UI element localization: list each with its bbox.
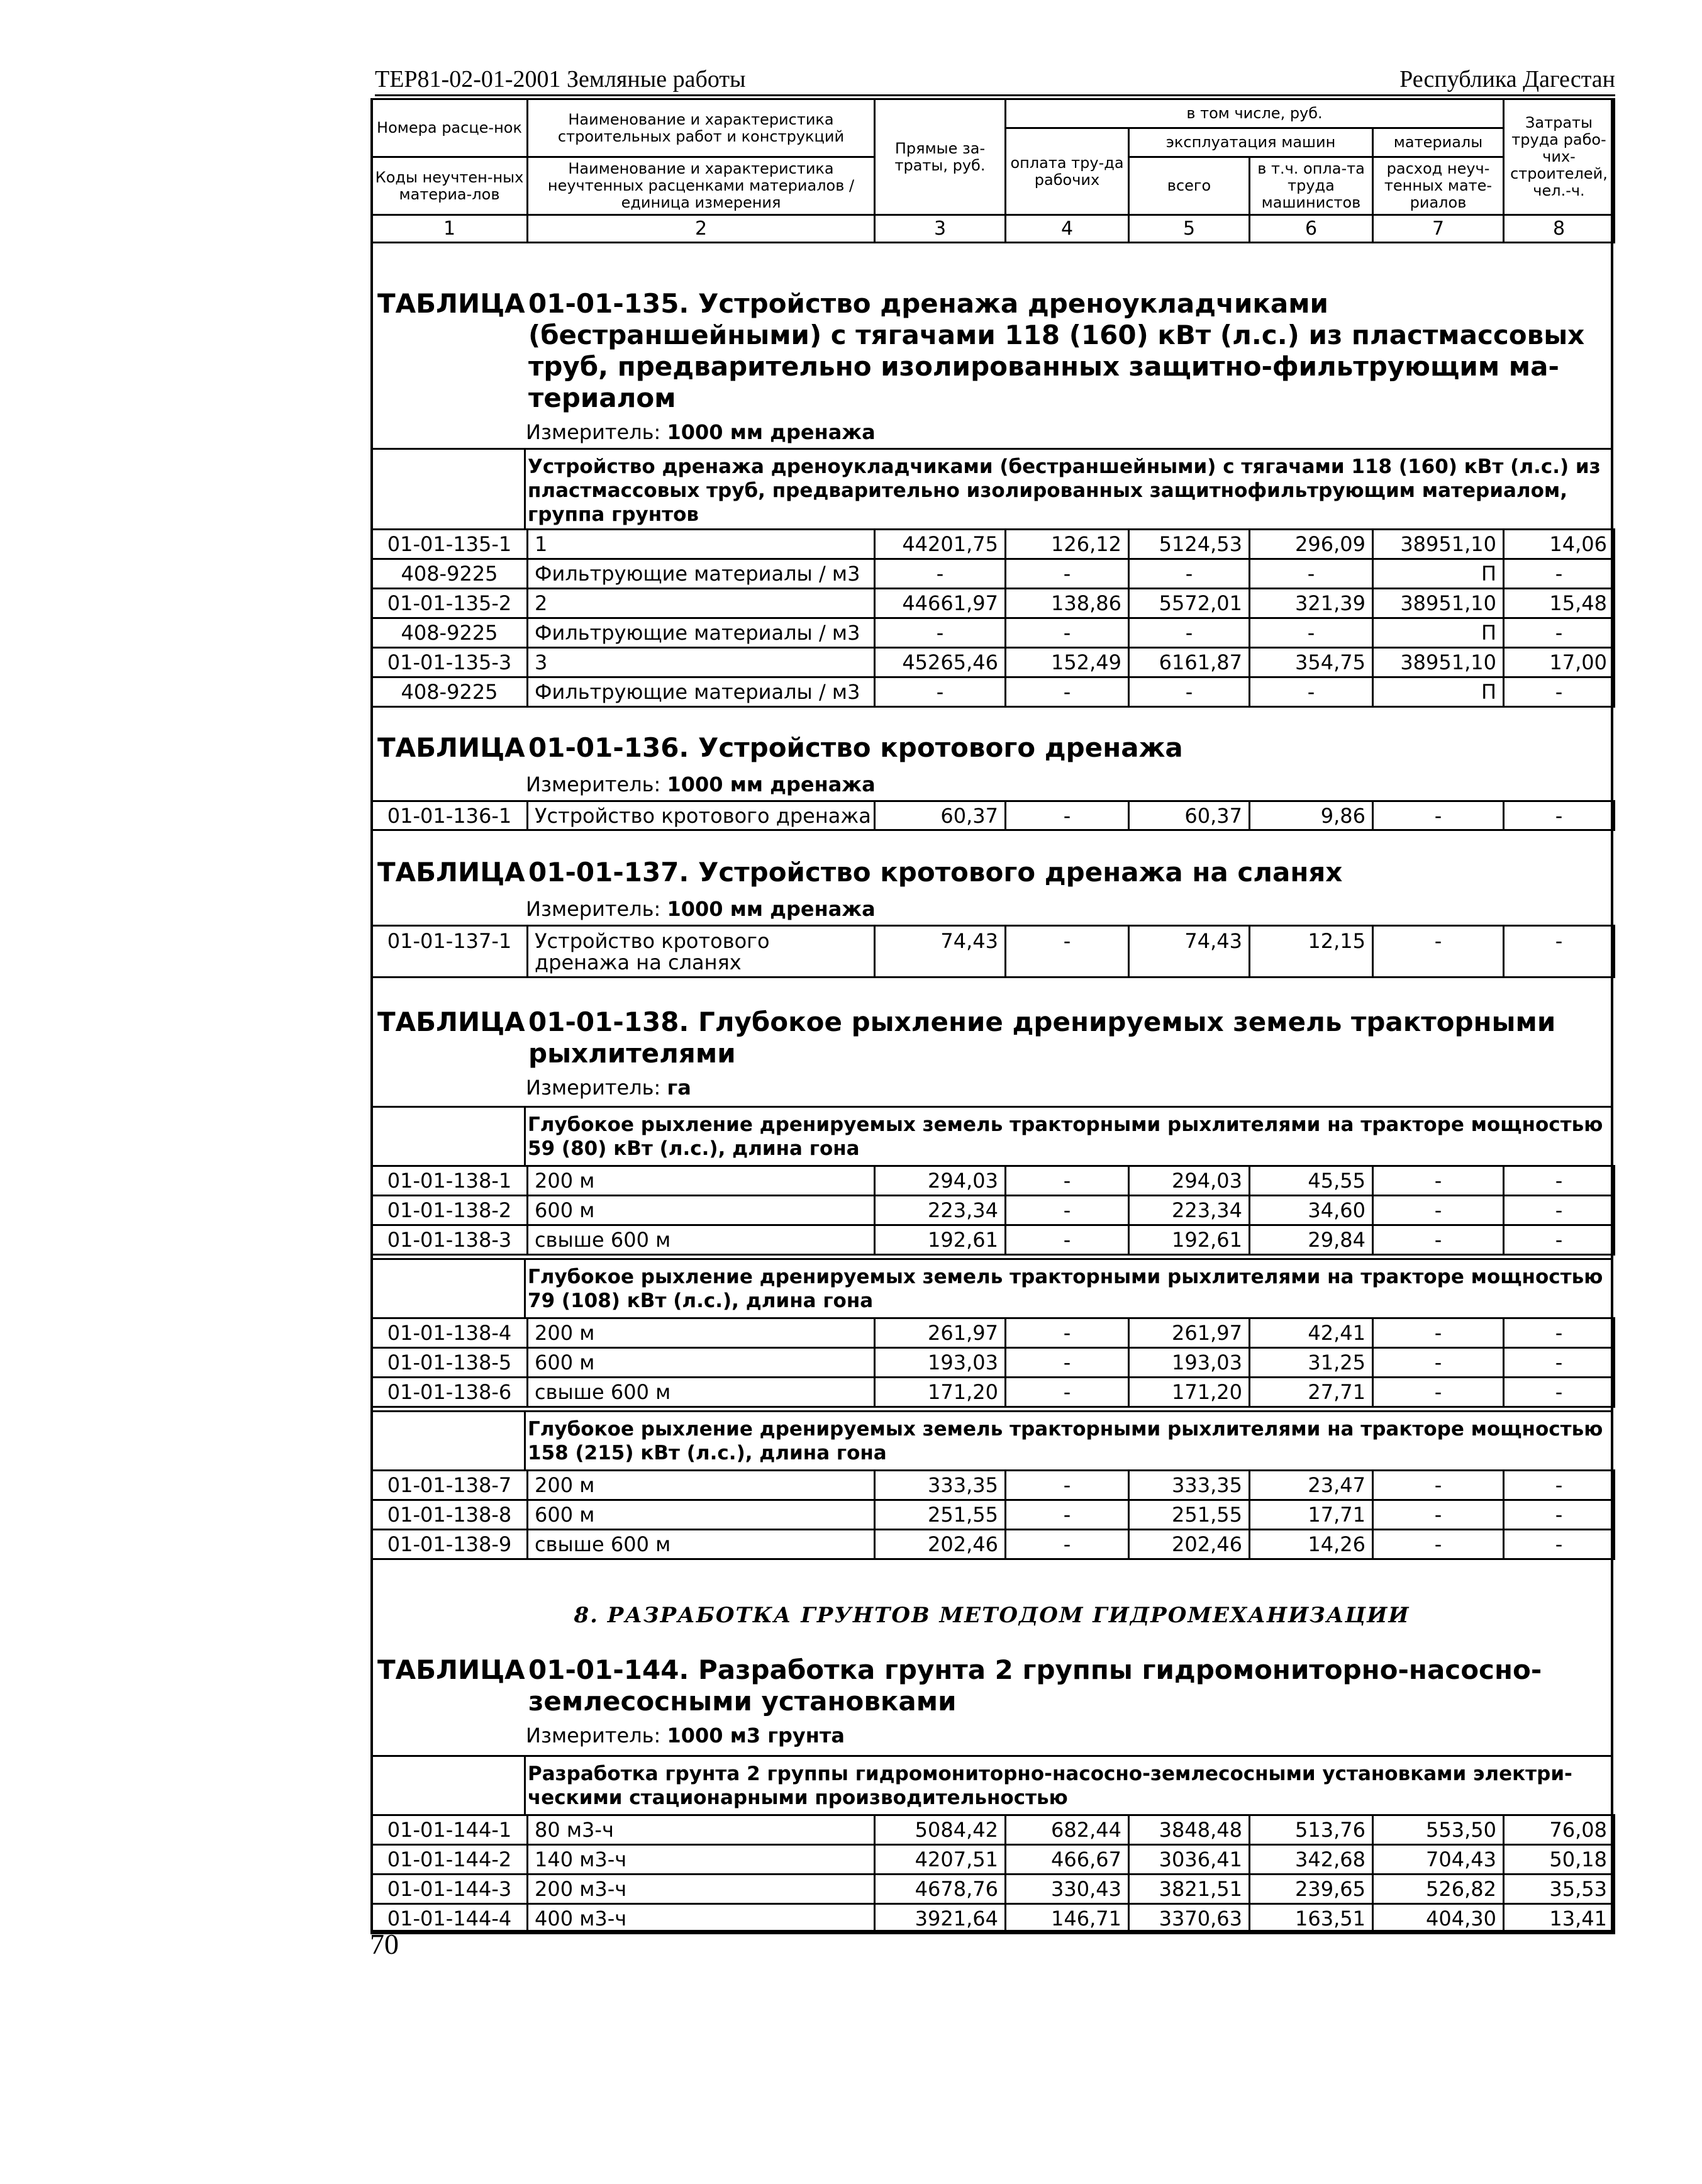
worker-pay: 146,71: [1006, 1904, 1129, 1934]
rate-code: 01-01-137-1: [372, 926, 528, 978]
operator-pay: 163,51: [1250, 1904, 1373, 1934]
worker-pay: 126,12: [1006, 530, 1129, 559]
machines-total: -: [1129, 618, 1250, 648]
materials: 38951,10: [1373, 530, 1504, 559]
table-keyword: ТАБЛИЦА: [377, 288, 525, 319]
work-description: 80 м3-ч: [528, 1815, 875, 1845]
table-135-meter: [526, 420, 876, 444]
table-keyword: ТАБЛИЦА: [377, 1006, 525, 1037]
machines-total: 294,03: [1129, 1166, 1250, 1196]
materials: -: [1373, 1348, 1504, 1378]
rate-code: 01-01-144-1: [372, 1815, 528, 1845]
rate-code: 01-01-138-7: [372, 1471, 528, 1500]
material-description: Фильтрующие материалы / м3: [528, 618, 875, 648]
labor-costs: -: [1504, 801, 1615, 830]
operator-pay: 296,09: [1250, 530, 1373, 559]
direct-costs: 44661,97: [875, 589, 1006, 618]
labor-costs: 13,41: [1504, 1904, 1615, 1934]
table-row: [372, 1166, 1615, 1196]
table-number: 01-01-137.: [528, 857, 689, 888]
worker-pay: -: [1006, 1196, 1129, 1225]
machines-total: -: [1129, 559, 1250, 589]
table-137-meter: [526, 897, 876, 921]
work-description: 200 м: [528, 1166, 875, 1196]
worker-pay: -: [1006, 801, 1129, 830]
table-137-heading-text: Устройство кротового дренажа на сланях: [698, 857, 1343, 888]
col-number: 5: [1129, 215, 1250, 243]
col-number: 4: [1006, 215, 1129, 243]
material-code: 408-9225: [372, 618, 528, 648]
machines-total: 333,35: [1129, 1471, 1250, 1500]
worker-pay: -: [1006, 1225, 1129, 1255]
rate-code: 01-01-138-2: [372, 1196, 528, 1225]
machines-total: 74,43: [1129, 926, 1250, 978]
materials: 404,30: [1373, 1904, 1504, 1934]
table-136-title: [377, 732, 1610, 764]
direct-costs: 3921,64: [875, 1904, 1006, 1934]
operator-pay: 12,15: [1250, 926, 1373, 978]
machines-total: 3370,63: [1129, 1904, 1250, 1934]
rate-code: 01-01-135-3: [372, 648, 528, 677]
table-row: [372, 1530, 1615, 1559]
direct-costs: 223,34: [875, 1196, 1006, 1225]
operator-pay: -: [1250, 559, 1373, 589]
table-row: [372, 1318, 1615, 1348]
operator-pay: 42,41: [1250, 1318, 1373, 1348]
work-description: свыше 600 м: [528, 1378, 875, 1407]
table-136-heading-text: Устройство кротового дренажа: [698, 732, 1183, 763]
work-description: 200 м: [528, 1471, 875, 1500]
machines-total: 192,61: [1129, 1225, 1250, 1255]
table-keyword: ТАБЛИЦА: [377, 857, 525, 888]
labor-costs: -: [1504, 618, 1615, 648]
meter-value: 1000 мм дренажа: [667, 772, 876, 796]
operator-pay: 23,47: [1250, 1471, 1373, 1500]
table-row: [372, 926, 1615, 978]
direct-costs: 44201,75: [875, 530, 1006, 559]
meter-value: 1000 м3 грунта: [667, 1724, 845, 1747]
table-row: [372, 1196, 1615, 1225]
worker-pay: -: [1006, 677, 1129, 707]
table-number: 01-01-135.: [528, 288, 689, 319]
rate-code: 01-01-138-1: [372, 1166, 528, 1196]
machines-total: 3821,51: [1129, 1875, 1250, 1904]
work-description: 3: [528, 648, 875, 677]
materials: П: [1373, 677, 1504, 707]
col-number: 7: [1373, 215, 1504, 243]
worker-pay: -: [1006, 1166, 1129, 1196]
table-138-heading-text: Глубокое рыхление дренируемых земель тракторными рыхлителями: [528, 1006, 1556, 1069]
table-row: [372, 1471, 1615, 1500]
worker-pay: -: [1006, 1471, 1129, 1500]
work-description: свыше 600 м: [528, 1225, 875, 1255]
col-number: 2: [528, 215, 875, 243]
table-number: 01-01-144.: [528, 1654, 689, 1685]
col-header-worker-pay: оплата тру-да рабочих: [1006, 128, 1129, 215]
direct-costs: 251,55: [875, 1500, 1006, 1530]
operator-pay: 354,75: [1250, 648, 1373, 677]
meter-label: Измеритель:: [526, 772, 661, 796]
operator-pay: 45,55: [1250, 1166, 1373, 1196]
work-description: Устройство кротового дренажа: [528, 801, 875, 830]
table-144-title: [377, 1654, 1610, 1717]
materials: П: [1373, 618, 1504, 648]
work-description: 2: [528, 589, 875, 618]
materials: -: [1373, 801, 1504, 830]
direct-costs: 192,61: [875, 1225, 1006, 1255]
col-header-operator-pay: в т.ч. опла-та труда машинистов: [1250, 157, 1373, 215]
materials: -: [1373, 1166, 1504, 1196]
table-136-rows: [370, 800, 1615, 831]
worker-pay: 330,43: [1006, 1875, 1129, 1904]
labor-costs: 17,00: [1504, 648, 1615, 677]
work-description: 1: [528, 530, 875, 559]
table-row: [372, 1348, 1615, 1378]
materials: -: [1373, 1530, 1504, 1559]
operator-pay: 14,26: [1250, 1530, 1373, 1559]
table-138-rows-3: [370, 1469, 1615, 1560]
machines-total: 193,03: [1129, 1348, 1250, 1378]
machines-total: 202,46: [1129, 1530, 1250, 1559]
labor-costs: 15,48: [1504, 589, 1615, 618]
table-row: [372, 1500, 1615, 1530]
rate-code: 01-01-138-4: [372, 1318, 528, 1348]
materials: П: [1373, 559, 1504, 589]
worker-pay: -: [1006, 559, 1129, 589]
table-138-meter: [526, 1076, 691, 1100]
work-description: Устройство кротового дренажа на сланях: [528, 926, 875, 978]
column-header-table: [370, 98, 1615, 243]
table-144-rows: [370, 1814, 1615, 1934]
machines-total: 3036,41: [1129, 1845, 1250, 1875]
operator-pay: -: [1250, 618, 1373, 648]
meter-label: Измеритель:: [526, 420, 661, 444]
work-description: 600 м: [528, 1196, 875, 1225]
materials: 704,43: [1373, 1845, 1504, 1875]
labor-costs: -: [1504, 559, 1615, 589]
table-135-rows: [370, 528, 1615, 708]
direct-costs: 193,03: [875, 1348, 1006, 1378]
col-header-machine-operation: эксплуатация машин: [1129, 128, 1373, 157]
meter-value: га: [667, 1076, 691, 1100]
operator-pay: 34,60: [1250, 1196, 1373, 1225]
operator-pay: 342,68: [1250, 1845, 1373, 1875]
materials: 526,82: [1373, 1875, 1504, 1904]
operator-pay: 29,84: [1250, 1225, 1373, 1255]
labor-costs: -: [1504, 1196, 1615, 1225]
header-document-code: ТЕР81-02-01-2001 Земляные работы: [375, 66, 746, 92]
table-138-title: [377, 1006, 1610, 1069]
machines-total: 60,37: [1129, 801, 1250, 830]
direct-costs: 74,43: [875, 926, 1006, 978]
worker-pay: -: [1006, 1348, 1129, 1378]
section-heading: 8. РАЗРАБОТКА ГРУНТОВ МЕТОДОМ ГИДРОМЕХАНИЗАЦИИ: [574, 1603, 1410, 1628]
machines-total: 171,20: [1129, 1378, 1250, 1407]
work-description: свыше 600 м: [528, 1530, 875, 1559]
table-144-meter: [526, 1724, 845, 1747]
table-138-group-3: [370, 1410, 1613, 1471]
materials: -: [1373, 1500, 1504, 1530]
machines-total: 6161,87: [1129, 648, 1250, 677]
worker-pay: -: [1006, 1530, 1129, 1559]
direct-costs: 5084,42: [875, 1815, 1006, 1845]
direct-costs: 4207,51: [875, 1845, 1006, 1875]
worker-pay: 466,67: [1006, 1845, 1129, 1875]
material-row: [372, 618, 1615, 648]
rate-code: 01-01-138-5: [372, 1348, 528, 1378]
worker-pay: 152,49: [1006, 648, 1129, 677]
group-heading: Устройство дренажа дреноукладчиками (бестраншейными) с тягачами 118 (160) кВт (л.с.) из пластмассовых труб, предварительно изолированных защитнофильтрующим материалом, группа грунтов: [528, 455, 1601, 526]
table-row: [372, 589, 1615, 618]
operator-pay: 513,76: [1250, 1815, 1373, 1845]
rate-code: 01-01-135-1: [372, 530, 528, 559]
rate-code: 01-01-135-2: [372, 589, 528, 618]
machines-total: 261,97: [1129, 1318, 1250, 1348]
table-138-rows-1: [370, 1165, 1615, 1256]
direct-costs: 333,35: [875, 1471, 1006, 1500]
rate-code: 01-01-138-9: [372, 1530, 528, 1559]
table-row: [372, 530, 1615, 559]
work-description: 600 м: [528, 1348, 875, 1378]
table-138-group-1: [370, 1106, 1613, 1166]
col-header-work-name: Наименование и характеристика строительных работ и конструкций: [528, 99, 875, 157]
machines-total: 5572,01: [1129, 589, 1250, 618]
table-135-group: [370, 448, 1613, 530]
meter-value: 1000 мм дренажа: [667, 897, 876, 921]
materials: 38951,10: [1373, 648, 1504, 677]
labor-costs: 76,08: [1504, 1815, 1615, 1845]
col-header-materials: материалы: [1373, 128, 1504, 157]
labor-costs: 35,53: [1504, 1875, 1615, 1904]
labor-costs: -: [1504, 1318, 1615, 1348]
table-row: [372, 648, 1615, 677]
rate-code: 01-01-144-4: [372, 1904, 528, 1934]
table-137-heading: [528, 857, 1610, 888]
table-row: [372, 1845, 1615, 1875]
rate-code: 01-01-136-1: [372, 801, 528, 830]
group-heading: Разработка грунта 2 группы гидромониторно-насосно-землесосными установками электри-ческими стационарными производительностью: [528, 1763, 1572, 1809]
labor-costs: -: [1504, 926, 1615, 978]
materials: -: [1373, 926, 1504, 978]
col-header-material-usage: расход неуч-тенных мате-риалов: [1373, 157, 1504, 215]
machines-total: 251,55: [1129, 1500, 1250, 1530]
direct-costs: 261,97: [875, 1318, 1006, 1348]
col-header-labor-costs: Затраты труда рабо-чих-строителей, чел.-ч.: [1504, 99, 1615, 215]
machines-total: 3848,48: [1129, 1815, 1250, 1845]
materials: 553,50: [1373, 1815, 1504, 1845]
labor-costs: 50,18: [1504, 1845, 1615, 1875]
materials: -: [1373, 1378, 1504, 1407]
work-description: 600 м: [528, 1500, 875, 1530]
direct-costs: 294,03: [875, 1166, 1006, 1196]
table-keyword: ТАБЛИЦА: [377, 1654, 525, 1685]
rate-code: 01-01-138-8: [372, 1500, 528, 1530]
material-description: Фильтрующие материалы / м3: [528, 559, 875, 589]
page-number: 70: [370, 1928, 399, 1960]
direct-costs: 171,20: [875, 1378, 1006, 1407]
rate-code: 01-01-138-3: [372, 1225, 528, 1255]
col-header-direct-costs: Прямые за-траты, руб.: [875, 99, 1006, 215]
table-row: [372, 1904, 1615, 1934]
col-number: 1: [372, 215, 528, 243]
table-137-rows: [370, 925, 1615, 978]
table-135-heading-text: Устройство дренажа дреноукладчиками (бестраншейными) с тягачами 118 (160) кВт (л.с.) из пластмассовых труб, предварительно изолированных защитно-фильтрующим ма-териалом: [528, 288, 1585, 413]
worker-pay: 138,86: [1006, 589, 1129, 618]
rate-code: 01-01-144-2: [372, 1845, 528, 1875]
table-row: [372, 801, 1615, 830]
col-header-including: в том числе, руб.: [1006, 99, 1504, 128]
worker-pay: 682,44: [1006, 1815, 1129, 1845]
table-136-heading: [528, 732, 1610, 764]
meter-label: Измеритель:: [526, 1076, 661, 1100]
material-code: 408-9225: [372, 559, 528, 589]
col-header-material-name: Наименование и характеристика неучтенных расценками материалов / единица измерения: [528, 157, 875, 215]
labor-costs: -: [1504, 1471, 1615, 1500]
work-description: 200 м3-ч: [528, 1875, 875, 1904]
meter-label: Измеритель:: [526, 1724, 661, 1747]
materials: -: [1373, 1318, 1504, 1348]
table-keyword: ТАБЛИЦА: [377, 732, 525, 763]
labor-costs: -: [1504, 1166, 1615, 1196]
meter-value: 1000 мм дренажа: [667, 420, 876, 444]
work-description: 400 м3-ч: [528, 1904, 875, 1934]
table-144-heading: [528, 1654, 1610, 1717]
machines-total: 5124,53: [1129, 530, 1250, 559]
table-135-title: [377, 288, 1610, 414]
material-code: 408-9225: [372, 677, 528, 707]
table-137-title: [377, 857, 1610, 888]
materials: -: [1373, 1225, 1504, 1255]
operator-pay: 321,39: [1250, 589, 1373, 618]
table-row: [372, 1815, 1615, 1845]
operator-pay: 17,71: [1250, 1500, 1373, 1530]
labor-costs: -: [1504, 1378, 1615, 1407]
operator-pay: 239,65: [1250, 1875, 1373, 1904]
rate-code: 01-01-144-3: [372, 1875, 528, 1904]
table-144-heading-text: Разработка грунта 2 группы гидромониторно-насосно-землесосными установками: [528, 1654, 1542, 1717]
worker-pay: -: [1006, 1318, 1129, 1348]
direct-costs: 202,46: [875, 1530, 1006, 1559]
col-header-material-codes: Коды неучтен-ных материа-лов: [372, 157, 528, 215]
direct-costs: 4678,76: [875, 1875, 1006, 1904]
materials: -: [1373, 1196, 1504, 1225]
labor-costs: -: [1504, 1225, 1615, 1255]
direct-costs: -: [875, 559, 1006, 589]
labor-costs: -: [1504, 1530, 1615, 1559]
worker-pay: -: [1006, 926, 1129, 978]
table-row: [372, 1225, 1615, 1255]
labor-costs: -: [1504, 1500, 1615, 1530]
machines-total: 223,34: [1129, 1196, 1250, 1225]
table-number: 01-01-138.: [528, 1006, 689, 1037]
table-138-heading: [528, 1006, 1610, 1069]
material-row: [372, 559, 1615, 589]
operator-pay: 27,71: [1250, 1378, 1373, 1407]
operator-pay: -: [1250, 677, 1373, 707]
rate-code: 01-01-138-6: [372, 1378, 528, 1407]
direct-costs: -: [875, 618, 1006, 648]
operator-pay: 31,25: [1250, 1348, 1373, 1378]
table-135-heading: [528, 288, 1610, 414]
machines-total: -: [1129, 677, 1250, 707]
group-heading: Глубокое рыхление дренируемых земель тракторными рыхлителями на тракторе мощностью 158 (215) кВт (л.с.), длина гона: [528, 1418, 1603, 1464]
table-row: [372, 1378, 1615, 1407]
materials: 38951,10: [1373, 589, 1504, 618]
worker-pay: -: [1006, 618, 1129, 648]
table-144-group: [370, 1755, 1613, 1815]
materials: -: [1373, 1471, 1504, 1500]
col-header-machines-total: всего: [1129, 157, 1250, 215]
group-heading: Глубокое рыхление дренируемых земель тракторными рыхлителями на тракторе мощностью 79 (108) кВт (л.с.), длина гона: [528, 1266, 1603, 1312]
page-header: [375, 63, 1615, 96]
labor-costs: -: [1504, 1348, 1615, 1378]
worker-pay: -: [1006, 1378, 1129, 1407]
direct-costs: 60,37: [875, 801, 1006, 830]
col-number: 6: [1250, 215, 1373, 243]
operator-pay: 9,86: [1250, 801, 1373, 830]
table-138-rows-2: [370, 1317, 1615, 1408]
col-number: 3: [875, 215, 1006, 243]
direct-costs: 45265,46: [875, 648, 1006, 677]
col-header-rate-numbers: Номера расце-нок: [372, 99, 528, 157]
table-136-meter: [526, 772, 876, 796]
labor-costs: -: [1504, 677, 1615, 707]
table-number: 01-01-136.: [528, 732, 689, 763]
material-row: [372, 677, 1615, 707]
work-description: 140 м3-ч: [528, 1845, 875, 1875]
work-description: 200 м: [528, 1318, 875, 1348]
worker-pay: -: [1006, 1500, 1129, 1530]
table-row: [372, 1875, 1615, 1904]
direct-costs: -: [875, 677, 1006, 707]
labor-costs: 14,06: [1504, 530, 1615, 559]
group-heading: Глубокое рыхление дренируемых земель тракторными рыхлителями на тракторе мощностью 59 (80) кВт (л.с.), длина гона: [528, 1113, 1603, 1160]
meter-label: Измеритель:: [526, 897, 661, 921]
material-description: Фильтрующие материалы / м3: [528, 677, 875, 707]
col-number: 8: [1504, 215, 1615, 243]
table-138-group-2: [370, 1258, 1613, 1318]
header-region: Республика Дагестан: [1399, 66, 1615, 92]
